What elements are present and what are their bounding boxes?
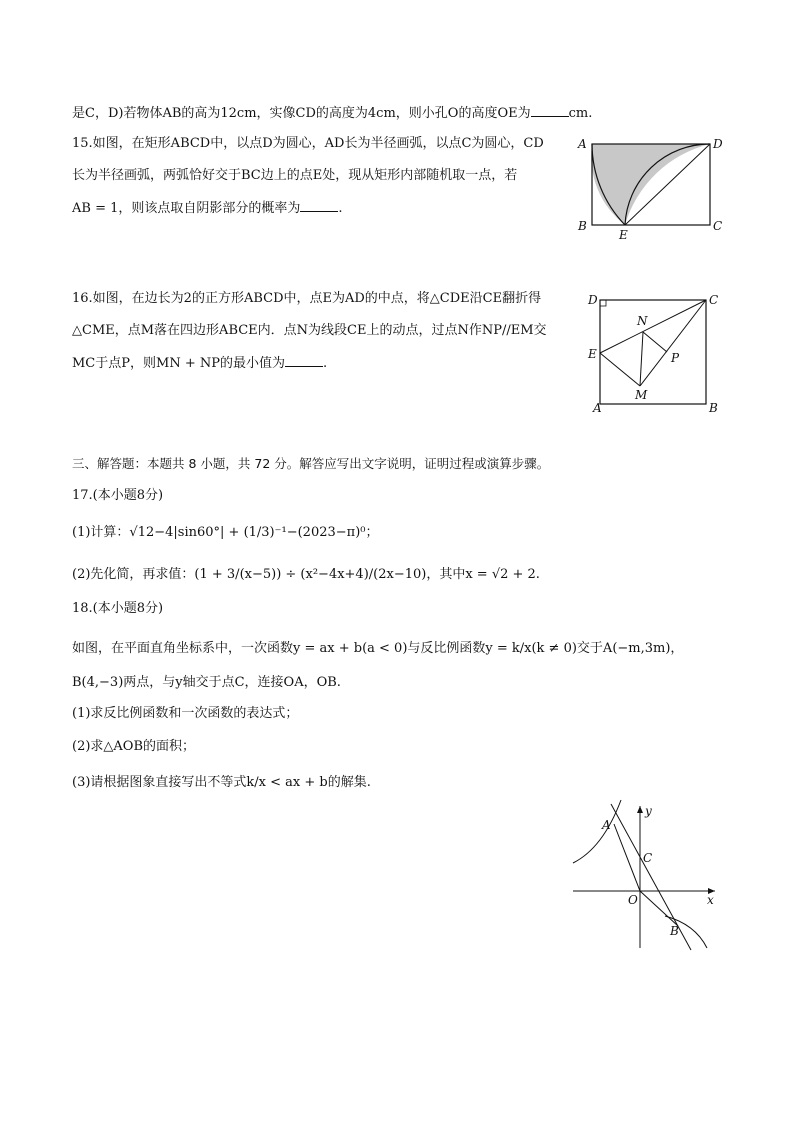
label-o: O (628, 893, 638, 907)
segment-ec (600, 300, 706, 353)
label-a: A (593, 401, 602, 415)
label-c: C (709, 293, 719, 307)
q18-part-1: (1)求反比例函数和一次函数的表达式； (72, 706, 299, 721)
q16-line-3-text: MC于点P，则MN + NP的最小值为 (72, 356, 285, 371)
line-ab (611, 804, 691, 950)
answer-blank (285, 354, 323, 367)
q16-line-3 (72, 354, 327, 373)
segment-em (600, 353, 640, 386)
square-abcd (600, 300, 706, 404)
label-a: A (578, 137, 587, 151)
label-b: B (578, 219, 587, 233)
label-x: x (707, 893, 714, 907)
label-e: E (619, 228, 628, 242)
q15-line-2: 长为半径画弧，两弧恰好交于BC边上的点E处，现从矩形内部随机取一点，若 (72, 168, 518, 183)
label-d: D (588, 293, 598, 307)
label-b: B (709, 401, 718, 415)
q18-stem-line-2: B(4,−3)两点，与y轴交于点C，连接OA，OB. (72, 675, 341, 690)
label-p: P (671, 351, 680, 365)
label-c: C (643, 851, 653, 865)
q14-tail-line (72, 104, 592, 123)
shaded-region (591, 144, 710, 225)
segment-mc (640, 300, 706, 386)
q15-line-3-end: . (338, 201, 343, 216)
q14-tail-text: 是C，D)若物体AB的高为12cm，实像CD的高度为4cm，则小孔O的高度OE为 (72, 106, 531, 121)
q15-line-3-text: AB = 1，则该点取自阴影部分的概率为 (72, 201, 301, 216)
label-c: C (713, 219, 723, 233)
q16-line-2: △CME，点M落在四边形ABCE内．点N为线段CE上的动点，过点N作NP//EM交 (72, 323, 547, 338)
segment-ob (640, 891, 678, 926)
answer-blank (300, 199, 338, 212)
segment-np (643, 332, 667, 352)
label-b: B (670, 924, 679, 938)
q18-part-2: (2)求△AOB的面积； (72, 739, 196, 754)
q17-part-2: (2)先化简，再求值：(1 + 3/(x−5)) ÷ (x²−4x+4)/(2x−10)，其中x = √2 + 2. (72, 567, 540, 582)
label-e: E (588, 347, 597, 361)
q18-part-3: (3)请根据图象直接写出不等式k/x < ax + b的解集. (72, 775, 371, 790)
label-y: y (645, 804, 652, 818)
q18-stem-line-1: 如图，在平面直角坐标系中，一次函数y = ax + b(a < 0)与反比例函数y = k/x(k ≠ 0)交于A(−m,3m)， (72, 641, 684, 656)
q16-figure (585, 290, 725, 420)
q14-unit: cm. (568, 106, 593, 121)
answer-blank (531, 104, 569, 117)
q16-line-1: 16.如图，在边长为2的正方形ABCD中，点E为AD的中点，将△CDE沿CE翻折得 (72, 291, 542, 306)
q16-line-3-end: . (322, 356, 328, 371)
section-heading: 三、解答题：本题共 8 小题，共 72 分。解答应写出文字说明，证明过程或演算步骤。 (72, 456, 550, 471)
right-angle-mark (600, 300, 606, 306)
q17-part-1: (1)计算：√12−4|sin60°| + (1/3)⁻¹−(2023−π)⁰； (72, 525, 379, 540)
y-axis-arrow (637, 806, 643, 813)
q15-line-1: 15.如图，在矩形ABCD中，以点D为圆心，AD长为半径画弧，以点C为圆心，CD (72, 136, 544, 151)
label-a: A (602, 818, 611, 832)
q18-title: 18.(本小题8分) (72, 601, 164, 616)
q17-title: 17.(本小题8分) (72, 488, 164, 503)
label-m: M (635, 388, 648, 402)
q15-figure (570, 132, 730, 244)
segment-nm (640, 332, 643, 386)
label-d: D (713, 137, 723, 151)
label-n: N (637, 314, 648, 328)
q15-line-3 (72, 199, 343, 218)
q18-figure (565, 798, 730, 958)
